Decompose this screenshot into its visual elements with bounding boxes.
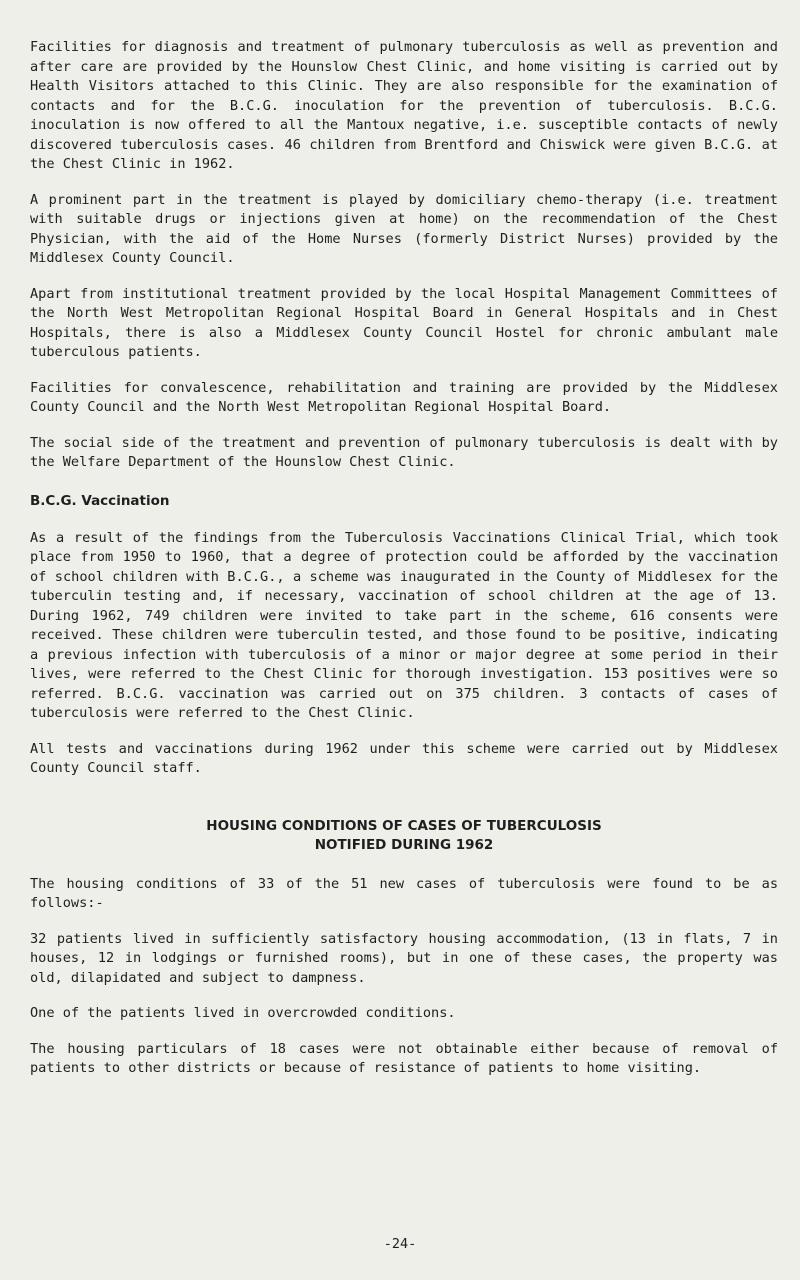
page-number: -24-	[383, 1236, 417, 1252]
paragraph-housing-satisfactory: 32 patients lived in sufficiently satisfactory housing accommodation, (13 in flats, 7 in houses, 12 in lodgings or furnished rooms), but in one of these cases, the property was old, dilapidated and subject to dampness.	[30, 930, 778, 986]
housing-heading-line-1: HOUSING CONDITIONS OF CASES OF TUBERCULOSIS	[206, 817, 602, 834]
paragraph-bcg-results: As a result of the findings from the Tuberculosis Vaccinations Clinical Trial, which took place from 1950 to 1960, that a degree of protection could be afforded by the vaccination of school children with B.C.G., a scheme was inaugurated in the County of Middlesex for the tuberculin testing and, if necessary, vaccination of school children at the age of 13. During 1962, 749 children were invited to take part in the scheme, 616 consents were received. These children were tuberculin tested, and those found to be positive, indicating a previous infection with tuberculosis of a minor or major degree at some period in their lives, were referred to the Chest Clinic for thorough investigation. 153 positives were so referred. B.C.G. vaccination was carried out on 375 children. 3 contacts of cases of tuberculosis were referred to the Chest Clinic.	[30, 529, 778, 721]
document-page	[30, 38, 778, 1079]
paragraph-housing-intro: The housing conditions of 33 of the 51 new cases of tuberculosis were found to be as follows:-	[30, 875, 778, 911]
housing-heading-line-2: NOTIFIED DURING 1962	[314, 836, 494, 853]
paragraph-facilities-diagnosis: Facilities for diagnosis and treatment of pulmonary tuberculosis as well as prevention and after care are provided by the Hounslow Chest Clinic, and home visiting is carried out by Health Visitors attached to this Clinic. They are also responsible for the examination of contacts and for the B.C.G. inoculation for the prevention of tuberculosis. B.C.G. inoculation is now offered to all the Mantoux negative, i.e. susceptible contacts of newly discovered tuberculosis cases. 46 children from Brentford and Chiswick were given B.C.G. at the Chest Clinic in 1962.	[30, 39, 778, 172]
paragraph-domiciliary-treatment: A prominent part in the treatment is played by domiciliary chemo-therapy (i.e. treatment with suitable drugs or injections given at home) on the recommendation of the Chest Physician, with the aid of the Home Nurses (formerly District Nurses) provided by the Middlesex County Council.	[30, 191, 778, 266]
paragraph-overcrowded: One of the patients lived in overcrowded conditions.	[30, 1005, 456, 1021]
paragraph-institutional-treatment: Apart from institutional treatment provided by the local Hospital Management Committees of the North West Metropolitan Regional Hospital Board in General Hospitals and in Chest Hospitals, there is also a Middlesex County Council Hostel for chronic ambulant male tuberculous patients.	[30, 285, 778, 360]
paragraph-bcg-tests-staff: All tests and vaccinations during 1962 under this scheme were carried out by Middlesex County Council staff.	[30, 740, 778, 776]
paragraph-social-side: The social side of the treatment and prevention of pulmonary tuberculosis is dealt with by the Welfare Department of the Hounslow Chest Clinic.	[30, 434, 778, 470]
section-heading-bcg-vaccination: B.C.G. Vaccination	[30, 492, 170, 509]
paragraph-convalescence: Facilities for convalescence, rehabilitation and training are provided by the Middlesex County Council and the North West Metropolitan Regional Hospital Board.	[30, 379, 778, 415]
paragraph-not-obtainable: The housing particulars of 18 cases were not obtainable either because of removal of patients to other districts or because of resistance of patients to home visiting.	[30, 1040, 778, 1076]
section-heading-housing-conditions	[30, 817, 778, 855]
